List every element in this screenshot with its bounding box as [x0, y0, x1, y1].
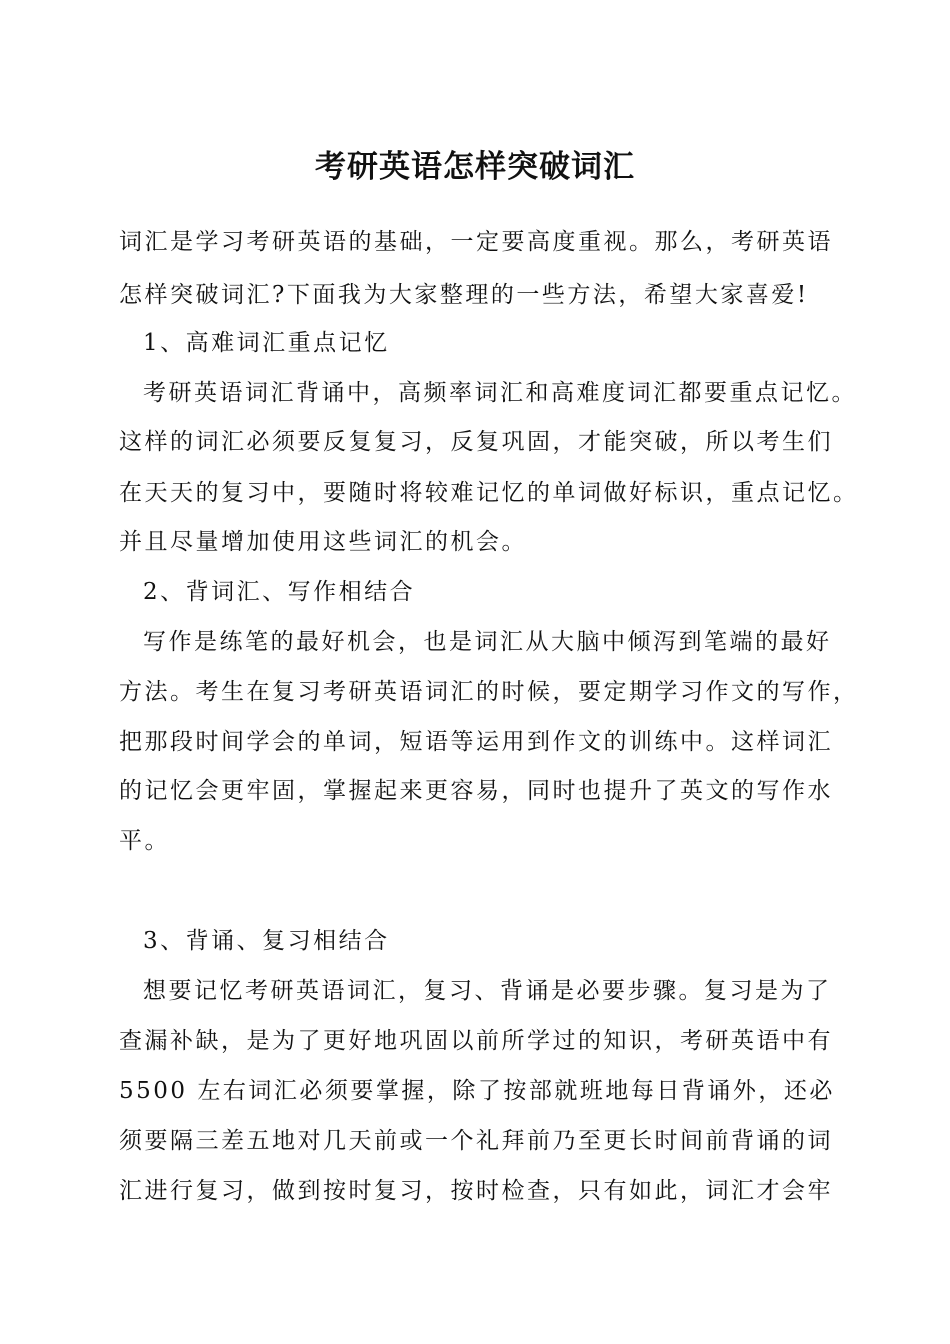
paragraph-line: 查漏补缺，是为了更好地巩固以前所学过的知识，考研英语中有 — [119, 1028, 833, 1054]
paragraph-line: 平。 — [119, 828, 170, 854]
paragraph-line: 考研英语词汇背诵中，高频率词汇和高难度词汇都要重点记忆。 — [143, 380, 857, 406]
paragraph-line: 须要隔三差五地对几天前或一个礼拜前乃至更长时间前背诵的词 — [119, 1128, 833, 1154]
document-title: 考研英语怎样突破词汇 — [315, 149, 635, 185]
paragraph-line: 词汇是学习考研英语的基础，一定要高度重视。那么，考研英语 — [119, 229, 833, 255]
paragraph-line: 把那段时间学会的单词，短语等运用到作文的训练中。这样词汇 — [119, 729, 833, 755]
paragraph-line: 方法。考生在复习考研英语词汇的时候，要定期学习作文的写作， — [119, 679, 859, 705]
paragraph-line: 想要记忆考研英语词汇，复习、背诵是必要步骤。复习是为了 — [143, 978, 832, 1004]
paragraph-line: 怎样突破词汇?下面我为大家整理的一些方法，希望大家喜爱! — [119, 282, 809, 308]
paragraph-line: 在天天的复习中，要随时将较难记忆的单词做好标识，重点记忆。 — [119, 480, 859, 506]
paragraph-line: 的记忆会更牢固，掌握起来更容易，同时也提升了英文的写作水 — [119, 778, 833, 804]
paragraph-line: 并且尽量增加使用这些词汇的机会。 — [119, 529, 527, 555]
section-heading: 2、背词汇、写作相结合 — [143, 579, 416, 605]
section-heading: 3、背诵、复习相结合 — [143, 928, 390, 954]
paragraph-line: 5500 左右词汇必须要掌握，除了按部就班地每日背诵外，还必 — [119, 1078, 835, 1104]
paragraph-line: 写作是练笔的最好机会，也是词汇从大脑中倾泻到笔端的最好 — [143, 629, 832, 655]
paragraph-line: 这样的词汇必须要反复复习，反复巩固，才能突破，所以考生们 — [119, 429, 833, 455]
section-heading: 1、高难词汇重点记忆 — [143, 330, 390, 356]
paragraph-line: 汇进行复习，做到按时复习，按时检查，只有如此，词汇才会牢 — [119, 1178, 833, 1204]
